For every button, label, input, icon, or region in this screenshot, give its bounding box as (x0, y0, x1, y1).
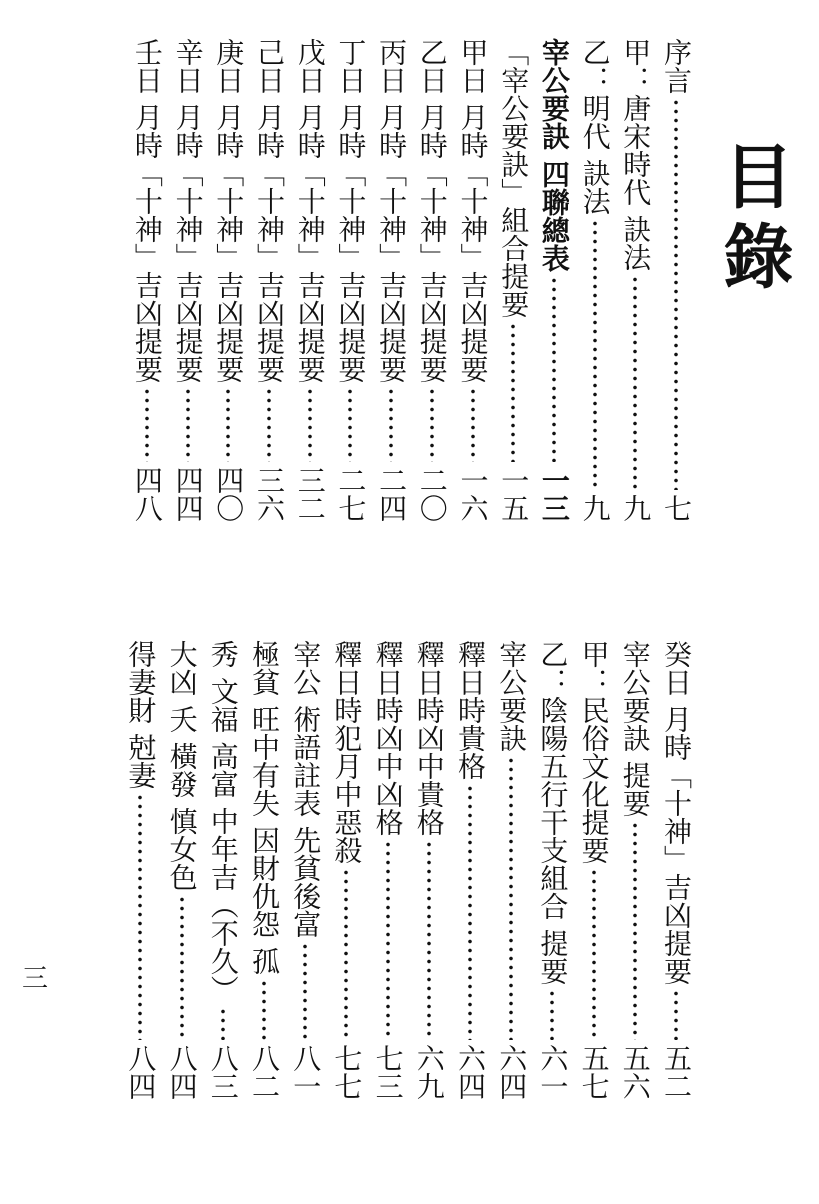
toc-entry-page: 六九 (412, 1044, 446, 1100)
dot-leader (411, 840, 447, 1040)
toc-entry[interactable] (411, 640, 447, 1100)
toc-entry[interactable] (370, 640, 406, 1100)
dot-leader (210, 387, 246, 462)
toc-entry-page: 五六 (618, 1044, 652, 1100)
toc-entry-page: 七三 (371, 1044, 405, 1100)
dot-leader (658, 98, 694, 490)
toc-entry-title: 極貧 旺中有失 因財仇怨 孤 (248, 640, 281, 975)
toc-entry-title: 戊日 月時「十神」吉凶提要 (293, 38, 327, 383)
toc-entry-title: 乙日 月時「十神」吉凶提要 (415, 38, 449, 383)
toc-entry-title: 壬日 月時「十神」吉凶提要 (130, 38, 164, 383)
dot-leader (455, 387, 491, 462)
dot-leader (170, 387, 206, 462)
toc-entry-title: 甲日 月時「十神」吉凶提要 (456, 38, 490, 383)
dot-leader (122, 793, 158, 1040)
toc-entry-title: 癸日 月時「十神」吉凶提要 (660, 640, 693, 985)
toc-entry[interactable] (170, 38, 206, 522)
toc-entry-page: 四八 (130, 466, 164, 522)
toc-entry-page: 六四 (495, 1044, 529, 1100)
toc-entry-title: 釋日時犯月中惡殺 (330, 640, 364, 864)
toc-entry-title: 庚日 月時「十神」吉凶提要 (212, 38, 246, 383)
toc-entry-page: 四四 (171, 466, 205, 522)
toc-entry-title: 辛日 月時「十神」吉凶提要 (171, 38, 205, 383)
toc-entry-title: 「宰公要訣」組合提要 (497, 38, 531, 318)
dot-leader (205, 1007, 241, 1040)
toc-entry-title: 大凶 夭 橫發 慎女色 (165, 640, 199, 891)
toc-entry-title: 秀 文福 高富 中年吉（不久） (206, 640, 240, 1003)
toc-entry[interactable] (164, 640, 200, 1100)
toc-entry-page: 八二 (248, 1044, 281, 1100)
toc-entry[interactable] (251, 38, 287, 522)
toc-entry[interactable] (617, 38, 653, 522)
toc-entry-page: 六一 (536, 1044, 570, 1100)
toc-entry-page: 八三 (206, 1044, 240, 1100)
dot-leader (452, 784, 488, 1040)
toc-entry-title: 甲：民俗文化提要 (577, 640, 611, 864)
toc-entry[interactable] (129, 38, 165, 522)
toc-entry-title: 得妻財 尅妻 (124, 640, 158, 789)
dot-leader (534, 989, 570, 1040)
dot-leader (287, 942, 323, 1040)
dot-leader (617, 821, 653, 1040)
dot-leader (617, 275, 653, 490)
toc-entry[interactable] (536, 38, 572, 522)
dot-leader (332, 387, 368, 462)
dot-leader (129, 387, 165, 462)
toc-entry-page: 四〇 (212, 466, 246, 522)
dot-leader (251, 387, 287, 462)
toc-entry-title: 己日 月時「十神」吉凶提要 (253, 38, 286, 383)
dot-leader (536, 276, 572, 462)
toc-entry-title: 宰公要訣 (495, 640, 529, 752)
toc-entry[interactable] (414, 38, 450, 522)
toc-entry-title: 宰公 術語註表 先貧後富 (289, 640, 323, 938)
toc-entry[interactable] (455, 38, 491, 522)
toc-entry-title: 乙：明代 訣法 (578, 38, 612, 215)
toc-entry[interactable] (534, 640, 570, 1100)
toc-entry-page: 七七 (330, 1044, 364, 1100)
toc-entry[interactable] (246, 640, 282, 1100)
toc-entry-page: 八四 (124, 1044, 158, 1100)
toc-entry-page: 二〇 (415, 466, 449, 522)
toc-entry-title: 乙：陰陽五行干支組合 提要 (536, 640, 570, 985)
toc-entry[interactable] (576, 640, 612, 1100)
toc-entry[interactable] (373, 38, 409, 522)
toc-entry-title: 宰公要訣 提要 (618, 640, 652, 817)
toc-entry-page: 一三 (537, 466, 571, 522)
dot-leader (493, 756, 529, 1040)
toc-entry-page: 八一 (289, 1044, 323, 1100)
toc-entry-page: 三二 (293, 466, 327, 522)
toc-entry[interactable] (452, 640, 488, 1100)
dot-leader (576, 868, 612, 1040)
toc-entry[interactable] (210, 38, 246, 522)
page-number: 三 (22, 964, 49, 994)
toc-entry-title: 丁日 月時「十神」吉凶提要 (334, 38, 368, 383)
toc-entry[interactable] (122, 640, 158, 1100)
dot-leader (292, 387, 328, 462)
toc-entry[interactable] (658, 640, 694, 1100)
toc-entry[interactable] (493, 640, 529, 1100)
dot-leader (246, 979, 282, 1040)
toc-entry-page: 九 (578, 494, 612, 522)
dot-leader (658, 989, 694, 1040)
toc-entry-page: 七 (660, 494, 693, 522)
dot-leader (414, 387, 450, 462)
toc-entry-title: 釋日時凶中凶格 (371, 640, 405, 836)
toc-entry-page: 二七 (334, 466, 368, 522)
toc-entry-title: 宰公要訣 四聯總表 (537, 38, 571, 272)
toc-entry-title: 丙日 月時「十神」吉凶提要 (375, 38, 409, 383)
toc-entry[interactable] (617, 640, 653, 1100)
toc-entry[interactable] (205, 640, 241, 1100)
toc-entry[interactable] (658, 38, 694, 522)
toc-entry-title: 釋日時凶中貴格 (412, 640, 446, 836)
dot-leader (495, 322, 531, 462)
dot-leader (373, 387, 409, 462)
toc-entry-page: 六四 (454, 1044, 487, 1100)
dot-leader (328, 868, 364, 1040)
toc-entry-page: 一五 (497, 466, 531, 522)
toc-entry-page: 二四 (375, 466, 409, 522)
toc-entry-page: 三六 (253, 466, 286, 522)
toc-entry-page: 五二 (660, 1044, 693, 1100)
dot-leader (370, 840, 406, 1040)
toc-entry-page: 九 (619, 494, 653, 522)
toc-entry-title: 序言 (660, 38, 693, 94)
toc-entry-page: 八四 (165, 1044, 199, 1100)
toc-entry-title: 釋日時貴格 (454, 640, 487, 780)
page-title: 目錄 (712, 140, 794, 300)
dot-leader (577, 219, 613, 490)
toc-entry-title: 甲：唐宋時代 訣法 (619, 38, 653, 271)
dot-leader (164, 895, 200, 1040)
toc-entry[interactable] (495, 38, 531, 522)
toc-entry[interactable] (577, 38, 613, 522)
toc-entry[interactable] (328, 640, 364, 1100)
toc-entry[interactable] (332, 38, 368, 522)
toc-entry-page: 五七 (577, 1044, 611, 1100)
toc-entry[interactable] (292, 38, 328, 522)
toc-entry-page: 一六 (456, 466, 490, 522)
toc-entry[interactable] (287, 640, 323, 1100)
